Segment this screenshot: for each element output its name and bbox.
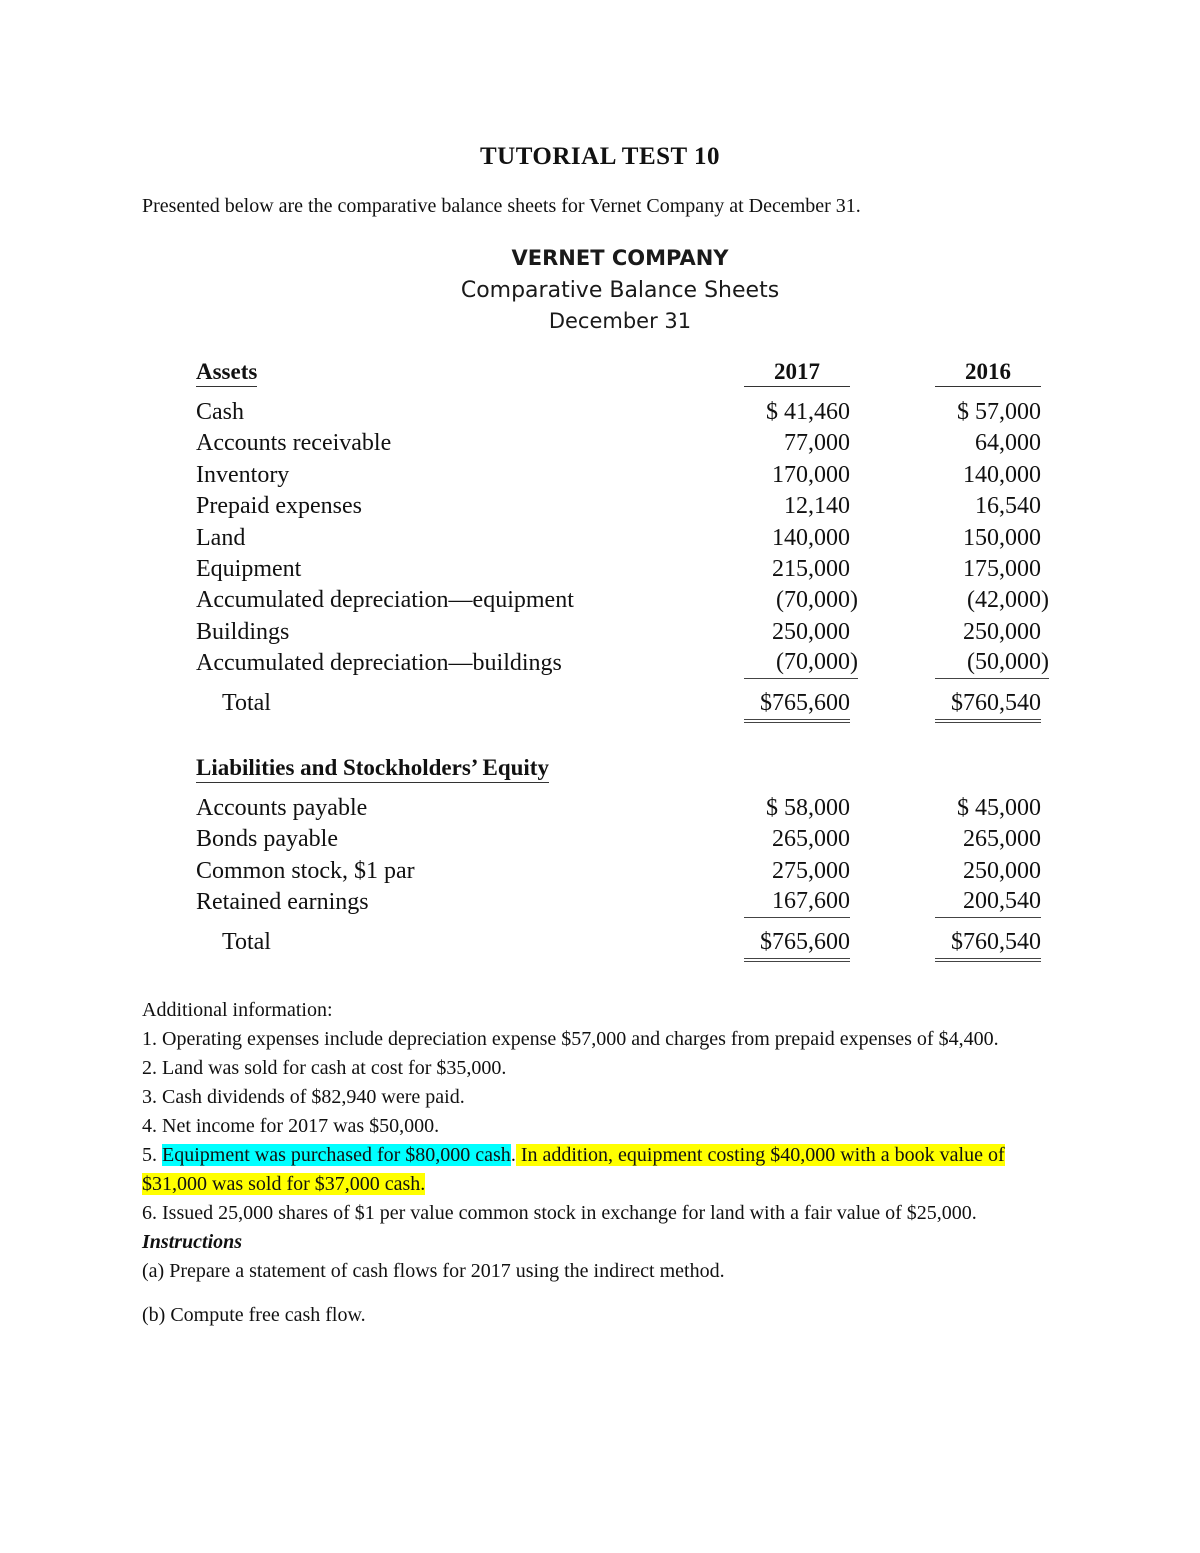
row-label: Retained earnings (196, 889, 369, 916)
page-title: TUTORIAL TEST 10 (479, 143, 721, 170)
instruction-a: (a) Prepare a statement of cash flows for 2017 using the indirect method. (142, 1260, 725, 1282)
table-row (196, 617, 1056, 648)
info-item-6: 6. Issued 25,000 shares of $1 per value common stock in exchange for land with a fair value of $25,000. (142, 1202, 977, 1224)
table-row (196, 824, 1056, 855)
table-row (196, 523, 1056, 554)
value-2017: 12,140 (784, 493, 850, 520)
additional-heading: Additional information: (142, 999, 333, 1021)
row-label: Accumulated depreciation—equipment (196, 587, 574, 614)
assets-total-row (196, 687, 1056, 719)
year-2016-heading: 2016 (935, 359, 1041, 387)
table-row (196, 585, 1056, 616)
value-2017: (70,000) (776, 587, 858, 614)
additional-information (142, 996, 1062, 1330)
info-item-1: 1. Operating expenses include depreciation expense $57,000 and charges from prepaid expenses of $4,400. (142, 1028, 999, 1050)
value-2016: (50,000) (935, 648, 1049, 679)
total-label: Total (222, 929, 271, 955)
row-label: Bonds payable (196, 826, 338, 853)
row-label: Inventory (196, 461, 290, 488)
table-row (196, 491, 1056, 522)
value-2016: 140,000 (963, 461, 1041, 488)
value-2016: 64,000 (975, 430, 1041, 457)
value-2017: 275,000 (772, 857, 850, 884)
info-item-5-number: 5. (142, 1144, 162, 1166)
row-label: Land (196, 524, 246, 551)
row-label: Accounts payable (196, 795, 368, 821)
row-label: Cash (196, 399, 244, 425)
table-row (196, 397, 1056, 428)
intro-text: Presented below are the comparative balance sheets for Vernet Company at December 31. (142, 195, 861, 217)
info-item-4: 4. Net income for 2017 was $50,000. (142, 1115, 440, 1137)
table-row (196, 428, 1056, 459)
table-row (196, 648, 1056, 679)
value-2016: 265,000 (963, 826, 1041, 853)
value-2017: (70,000) (744, 648, 858, 679)
liabilities-total-row (196, 926, 1056, 958)
statement-name: Comparative Balance Sheets (460, 278, 780, 303)
row-label: Equipment (196, 555, 302, 582)
value-2016: 150,000 (963, 524, 1041, 551)
total-2017: $765,600 (744, 687, 850, 723)
value-2016: 250,000 (963, 618, 1041, 645)
info-item-5-period: . (510, 1144, 516, 1166)
highlight-cyan: Equipment was purchased for $80,000 cash (162, 1144, 511, 1166)
value-2017: 215,000 (772, 555, 850, 582)
total-2016: $760,540 (935, 687, 1041, 723)
value-2017: 250,000 (772, 618, 850, 645)
total-2016: $760,540 (935, 926, 1041, 962)
assets-heading: Assets (196, 359, 257, 387)
instructions-heading: Instructions (142, 1231, 243, 1253)
value-2017: 265,000 (772, 826, 850, 853)
value-2016: 16,540 (975, 493, 1041, 520)
table-row (196, 460, 1056, 491)
value-2017: $ 41,460 (766, 399, 850, 425)
value-2017: 167,600 (744, 887, 850, 918)
info-item-5 (142, 1141, 1062, 1199)
table-row (196, 856, 1056, 887)
company-name: VERNET COMPANY (511, 246, 729, 270)
value-2016: $ 45,000 (957, 795, 1041, 821)
table-row (196, 554, 1056, 585)
row-label: Buildings (196, 618, 290, 645)
value-2017: $ 58,000 (766, 795, 850, 821)
highlight-yellow: In addition, equipment costing $40,000 with a book value of $31,000 was sold for $37,000 cash. (142, 1144, 1005, 1195)
row-label: Accounts receivable (196, 430, 392, 457)
assets-table (196, 397, 1056, 680)
row-label: Common stock, $1 par (196, 857, 415, 884)
value-2017: 170,000 (772, 461, 850, 488)
row-label: Prepaid expenses (196, 493, 362, 520)
value-2016: 175,000 (963, 555, 1041, 582)
instruction-b: (b) Compute free cash flow. (142, 1304, 366, 1326)
value-2016: $ 57,000 (957, 399, 1041, 425)
total-2017: $765,600 (744, 926, 850, 962)
value-2016: 200,540 (935, 887, 1041, 918)
value-2016: (42,000) (967, 587, 1049, 614)
row-label: Accumulated depreciation—buildings (196, 650, 562, 677)
info-item-3: 3. Cash dividends of $82,940 were paid. (142, 1086, 465, 1108)
value-2017: 77,000 (784, 430, 850, 457)
table-row (196, 887, 1056, 918)
year-2017-heading: 2017 (744, 359, 850, 387)
statement-date: December 31 (548, 309, 692, 333)
liabilities-table (196, 793, 1056, 919)
liabilities-heading: Liabilities and Stockholders’ Equity (196, 755, 549, 783)
table-row (196, 793, 1056, 824)
total-label: Total (222, 690, 271, 716)
value-2016: 250,000 (963, 857, 1041, 884)
value-2017: 140,000 (772, 524, 850, 551)
info-item-2: 2. Land was sold for cash at cost for $35,000. (142, 1057, 507, 1079)
